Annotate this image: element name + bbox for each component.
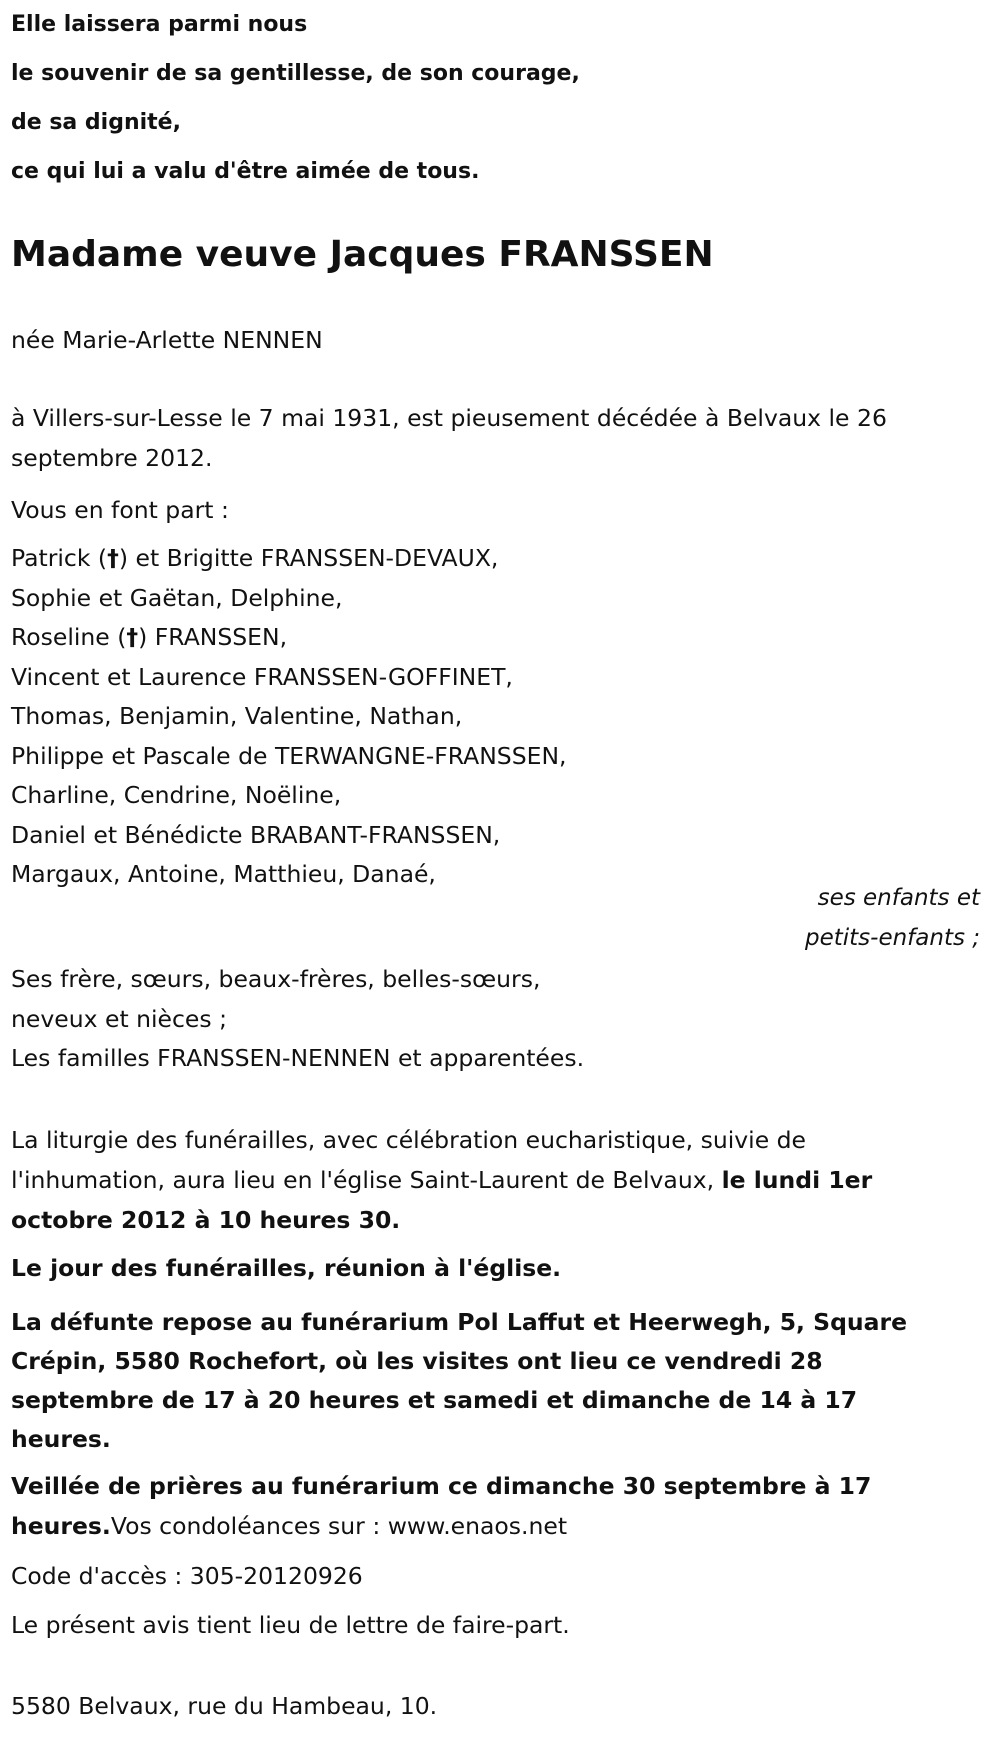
birth-name: née Marie-Arlette NENNEN [11,326,323,354]
liturgy-line: La liturgie des funérailles, avec célébration eucharistique, suivie de [11,1126,806,1154]
vigil-line: Veillée de prières au funérarium ce dimanche 30 septembre à 17 [11,1472,872,1500]
family-text: ) et Brigitte FRANSSEN-DEVAUX, [118,544,499,572]
access-code: Code d'accès : 305-20120926 [11,1562,363,1590]
announcement-label: Vous en font part : [11,496,229,524]
family-line: Sophie et Gaëtan, Delphine, [11,583,343,612]
death-line: à Villers-sur-Lesse le 7 mai 1931, est pieusement décédée à Belvaux le 26 [11,404,887,432]
family-list [11,539,986,895]
family-line: Charline, Cendrine, Noëline, [11,781,342,809]
deceased-name: Madame veuve Jacques FRANSSEN [11,234,714,275]
family-text: Patrick ( [11,544,108,572]
repose-info [11,1303,986,1459]
death-line: septembre 2012. [11,444,213,472]
family-line [11,618,986,658]
family-line: Margaux, Antoine, Matthieu, Danaé, [11,860,436,888]
epitaph [11,0,986,196]
family-line: Philippe et Pascale de TERWANGNE-FRANSSEN, [11,741,567,770]
address: 5580 Belvaux, rue du Hambeau, 10. [11,1692,438,1720]
children-label-line: petits-enfants ; [804,925,980,951]
epitaph-line: ce qui lui a valu d'être aimée de tous. [11,159,480,184]
family-text: ) FRANSSEN, [138,623,288,651]
epitaph-line: Elle laissera parmi nous [11,12,308,37]
liturgy-info [11,1120,986,1240]
condolences-link[interactable]: Vos condoléances sur : www.enaos.net [110,1512,568,1540]
family-line: Vincent et Laurence FRANSSEN-GOFFINET, [11,662,513,691]
cross-icon: † [107,544,119,572]
relatives-line: Les familles FRANSSEN-NENNEN et apparentées. [11,1044,585,1072]
relatives-line: neveux et nièces ; [11,1004,228,1033]
cross-icon: † [126,623,139,651]
repose-line: heures. [11,1425,111,1453]
epitaph-line: le souvenir de sa gentillesse, de son courage, [11,61,580,86]
death-details [11,398,986,478]
repose-line: Crépin, 5580 Rochefort, où les visites ont lieu ce vendredi 28 [11,1347,823,1375]
family-line: Thomas, Benjamin, Valentine, Nathan, [11,702,463,730]
vigil-info [11,1466,986,1546]
repose-line: La défunte repose au funérarium Pol Laffut et Heerwegh, 5, Square [11,1308,908,1336]
relatives [11,960,986,1079]
liturgy-line [11,1160,986,1200]
vigil-text: heures. [11,1512,111,1540]
family-line [11,539,986,579]
liturgy-text: l'inhumation, aura lieu en l'église Saint-Laurent de Belvaux, [11,1166,722,1194]
family-text: Roseline ( [11,623,127,651]
children-label-line: ses enfants et [817,885,980,911]
notice-text: Le présent avis tient lieu de lettre de faire-part. [11,1611,570,1639]
liturgy-date: octobre 2012 à 10 heures 30. [11,1206,401,1234]
family-line: Daniel et Bénédicte BRABANT-FRANSSEN, [11,820,501,849]
vigil-line [11,1506,986,1546]
liturgy-date: le lundi 1er [721,1166,873,1194]
relatives-line: Ses frère, sœurs, beaux-frères, belles-sœurs, [11,965,541,993]
meeting-info: Le jour des funérailles, réunion à l'église. [11,1254,562,1282]
repose-line: septembre de 17 à 20 heures et samedi et dimanche de 14 à 17 [11,1386,858,1414]
children-label [11,878,980,958]
epitaph-line: de sa dignité, [11,110,181,135]
